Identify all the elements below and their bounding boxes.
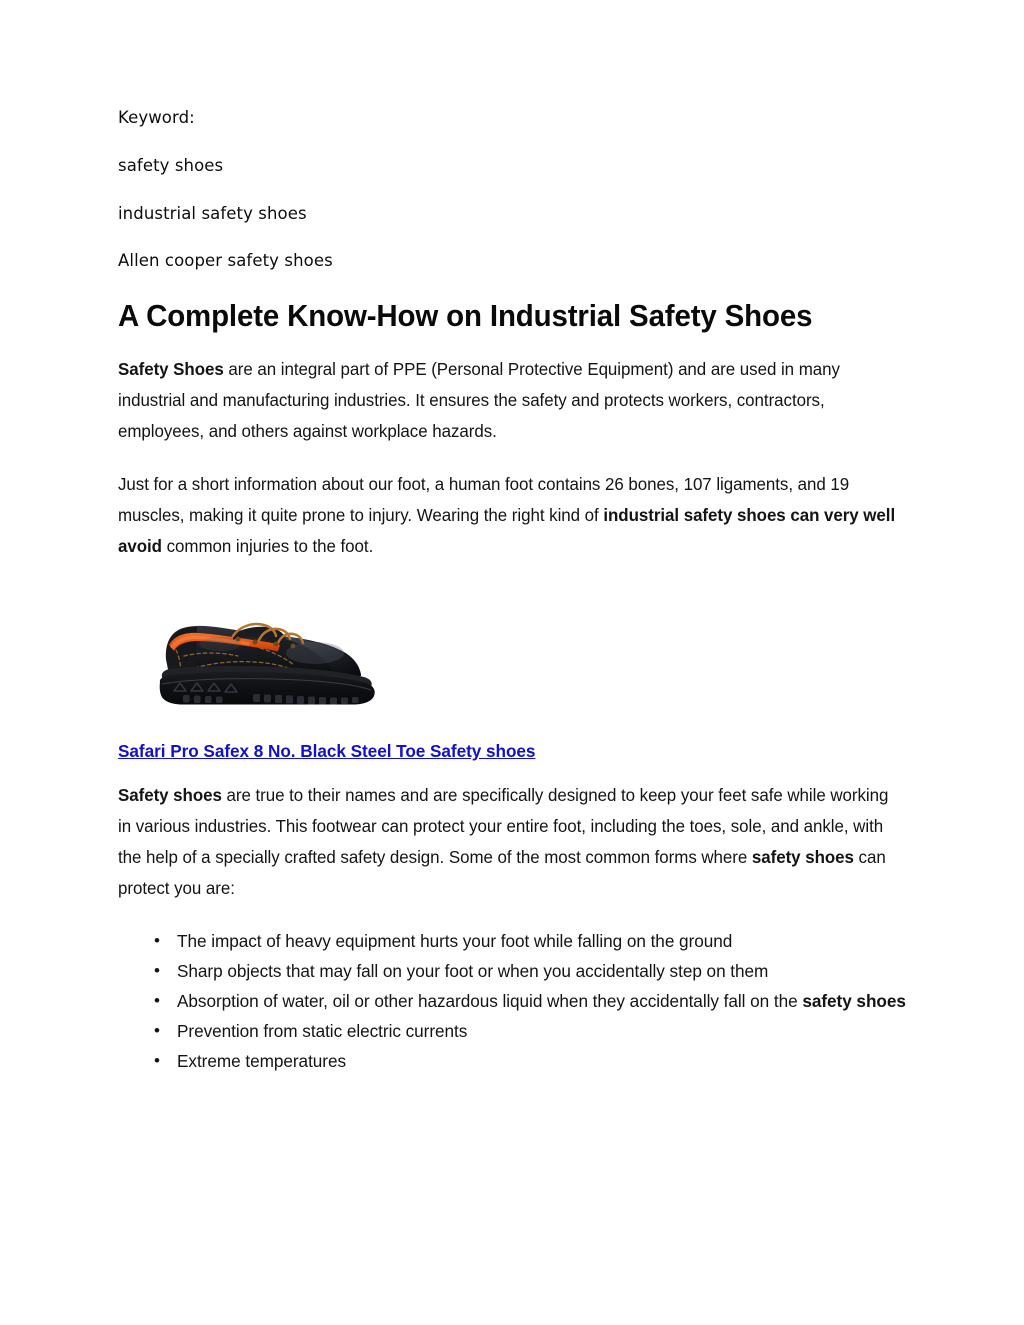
- keyword-item-3: Allen cooper safety shoes: [118, 251, 333, 271]
- paragraph-foot-facts-bold: industrial safety shoes can very well avoid: [118, 504, 896, 556]
- paragraph-protection: [118, 780, 896, 904]
- list-item-text: Extreme temperatures: [177, 1050, 347, 1071]
- keyword-item-1: safety shoes: [118, 155, 224, 175]
- safety-shoe-image: [135, 584, 400, 716]
- list-item-text-wrap: [177, 926, 908, 956]
- paragraph-foot-facts-part2: common injuries to the foot.: [161, 535, 374, 556]
- paragraph-foot-facts: [118, 469, 896, 562]
- list-item-text: The impact of heavy equipment hurts your foot while falling on the ground: [177, 930, 733, 951]
- list-item-text: Sharp objects that may fall on your foot or when you accidentally step on them: [177, 960, 769, 981]
- page-title: A Complete Know-How on Industrial Safety Shoes: [118, 298, 813, 334]
- list-item-text: Prevention from static electric currents: [177, 1020, 468, 1041]
- paragraph-intro: [118, 354, 896, 447]
- list-item: [118, 956, 908, 986]
- list-item-text-wrap: [177, 986, 908, 1016]
- list-item: [118, 986, 908, 1016]
- paragraph-intro-bold-lead: Safety Shoes: [118, 358, 224, 379]
- list-item: [118, 1016, 908, 1046]
- shoe-toe-sheen: [286, 642, 344, 664]
- bullet-marker-icon: •: [154, 960, 160, 980]
- product-figure: [118, 584, 908, 716]
- bullet-marker-icon: •: [154, 1050, 160, 1070]
- bullet-marker-icon: •: [154, 990, 160, 1010]
- bullet-marker-icon: •: [154, 930, 160, 950]
- list-item-text-wrap: [177, 1016, 908, 1046]
- paragraph-foot-facts-part1: Just for a short information about our foot, a human foot contains 26 bones, 107 ligaments, and 19 muscles, making it quite prone to injury. Wearing the right kind of: [118, 473, 850, 525]
- shoe-quarter-sheen: [199, 637, 241, 651]
- list-item-text: Absorption of water, oil or other hazardous liquid when they accidentally fall on the: [177, 990, 803, 1011]
- paragraph-protection-bold-lead: Safety shoes: [118, 784, 222, 805]
- paragraph-intro-rest: are an integral part of PPE (Personal Protective Equipment) and are used in many industrial and manufacturing industries. It ensures the safety and protects workers, contractors, employees, and others against workplace hazards.: [118, 358, 840, 441]
- keyword-label: Keyword:: [118, 108, 195, 127]
- paragraph-protection-tail: can protect you are:: [118, 846, 886, 898]
- protection-bullet-list: [118, 926, 908, 1076]
- list-item: [118, 1046, 908, 1076]
- product-link[interactable]: Safari Pro Safex 8 No. Black Steel Toe Safety shoes: [118, 740, 536, 761]
- document-content: [118, 108, 908, 1076]
- list-item: [118, 926, 908, 956]
- list-item-text-wrap: [177, 956, 908, 986]
- bullet-marker-icon: •: [154, 1020, 160, 1040]
- list-item-text-wrap: [177, 1046, 908, 1076]
- list-item-bold: safety shoes: [802, 990, 906, 1011]
- paragraph-protection-mid: are true to their names and are specifically designed to keep your feet safe while working in various industries. This footwear can protect your entire foot, including the toes, sole, and ankle, with the help of a specially crafted safety design. Some of the most common forms where: [118, 784, 889, 867]
- paragraph-protection-bold-2: safety shoes: [751, 846, 854, 867]
- keyword-item-2: industrial safety shoes: [118, 203, 307, 223]
